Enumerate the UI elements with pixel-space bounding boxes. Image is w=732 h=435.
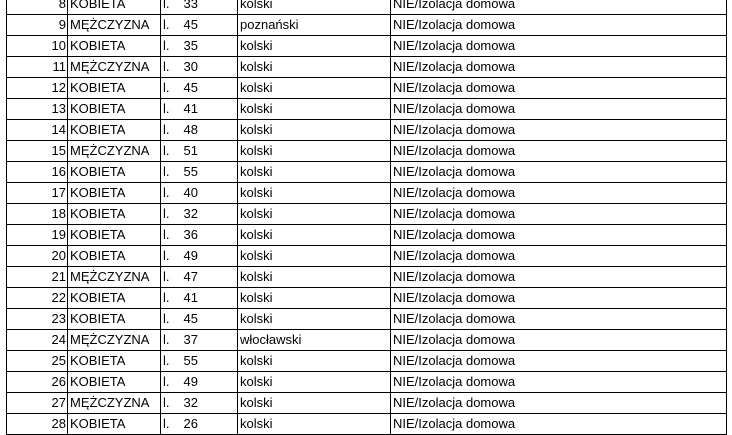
- row-number-cell[interactable]: 21: [7, 267, 68, 288]
- district-cell[interactable]: kolski: [238, 57, 391, 78]
- row-number-cell[interactable]: 18: [7, 204, 68, 225]
- age-prefix: l.: [163, 101, 170, 116]
- age-prefix: l.: [163, 17, 170, 32]
- age-value: 30: [183, 59, 198, 74]
- age-cell[interactable]: [161, 372, 238, 393]
- row-number-cell[interactable]: 11: [7, 57, 68, 78]
- row-number-cell[interactable]: 10: [7, 36, 68, 57]
- age-cell[interactable]: [161, 309, 238, 330]
- district-cell[interactable]: kolski: [238, 351, 391, 372]
- table-row: [7, 120, 727, 141]
- status-cell[interactable]: NIE/Izolacja domowa: [391, 414, 727, 435]
- sex-cell[interactable]: KOBIETA: [68, 0, 161, 15]
- age-value: 45: [183, 311, 198, 326]
- table-row: [7, 15, 727, 36]
- table-row: [7, 351, 727, 372]
- status-cell[interactable]: NIE/Izolacja domowa: [391, 204, 727, 225]
- table-row: [7, 183, 727, 204]
- age-cell[interactable]: [161, 99, 238, 120]
- cases-table: [6, 0, 727, 435]
- table-row: [7, 267, 727, 288]
- district-cell[interactable]: kolski: [238, 267, 391, 288]
- sex-cell[interactable]: MĘŻCZYZNA: [68, 267, 161, 288]
- age-cell[interactable]: [161, 0, 238, 15]
- district-cell[interactable]: kolski: [238, 141, 391, 162]
- sex-cell[interactable]: MĘŻCZYZNA: [68, 141, 161, 162]
- district-cell[interactable]: kolski: [238, 309, 391, 330]
- sex-cell[interactable]: KOBIETA: [68, 78, 161, 99]
- status-cell[interactable]: NIE/Izolacja domowa: [391, 162, 727, 183]
- table-row: [7, 393, 727, 414]
- row-number-cell[interactable]: 15: [7, 141, 68, 162]
- age-prefix: l.: [163, 290, 170, 305]
- age-value: 37: [183, 332, 198, 347]
- age-cell[interactable]: [161, 141, 238, 162]
- cases-table-body: [7, 0, 727, 435]
- age-prefix: l.: [163, 143, 170, 158]
- age-value: 45: [183, 17, 198, 32]
- age-prefix: l.: [163, 311, 170, 326]
- age-cell[interactable]: [161, 78, 238, 99]
- age-prefix: l.: [163, 206, 170, 221]
- age-prefix: l.: [163, 164, 170, 179]
- age-prefix: l.: [163, 416, 170, 431]
- age-value: 33: [183, 0, 198, 11]
- age-value: 49: [183, 374, 198, 389]
- district-cell[interactable]: kolski: [238, 78, 391, 99]
- status-cell[interactable]: NIE/Izolacja domowa: [391, 183, 727, 204]
- status-cell[interactable]: NIE/Izolacja domowa: [391, 0, 727, 15]
- age-value: 48: [183, 122, 198, 137]
- row-number-cell[interactable]: 16: [7, 162, 68, 183]
- age-prefix: l.: [163, 185, 170, 200]
- sex-cell[interactable]: KOBIETA: [68, 351, 161, 372]
- sex-cell[interactable]: KOBIETA: [68, 183, 161, 204]
- age-value: 55: [183, 164, 198, 179]
- age-value: 47: [183, 269, 198, 284]
- sex-cell[interactable]: KOBIETA: [68, 120, 161, 141]
- age-value: 35: [183, 38, 198, 53]
- age-cell[interactable]: [161, 267, 238, 288]
- table-row: [7, 204, 727, 225]
- status-cell[interactable]: NIE/Izolacja domowa: [391, 15, 727, 36]
- age-prefix: l.: [163, 374, 170, 389]
- district-cell[interactable]: kolski: [238, 162, 391, 183]
- district-cell[interactable]: kolski: [238, 204, 391, 225]
- age-value: 55: [183, 353, 198, 368]
- age-value: 41: [183, 290, 198, 305]
- age-cell[interactable]: [161, 246, 238, 267]
- age-prefix: l.: [163, 80, 170, 95]
- age-cell[interactable]: [161, 36, 238, 57]
- district-cell[interactable]: kolski: [238, 246, 391, 267]
- table-row: [7, 57, 727, 78]
- district-cell[interactable]: kolski: [238, 225, 391, 246]
- sex-cell[interactable]: MĘŻCZYZNA: [68, 15, 161, 36]
- sex-cell[interactable]: KOBIETA: [68, 288, 161, 309]
- table-row: [7, 372, 727, 393]
- district-cell[interactable]: kolski: [238, 414, 391, 435]
- row-number-cell[interactable]: 25: [7, 351, 68, 372]
- sex-cell[interactable]: KOBIETA: [68, 246, 161, 267]
- age-cell[interactable]: [161, 330, 238, 351]
- row-number-cell[interactable]: 9: [7, 15, 68, 36]
- row-number-cell[interactable]: 26: [7, 372, 68, 393]
- table-row: [7, 0, 727, 15]
- age-prefix: l.: [163, 59, 170, 74]
- age-prefix: l.: [163, 227, 170, 242]
- status-cell[interactable]: NIE/Izolacja domowa: [391, 36, 727, 57]
- table-row: [7, 288, 727, 309]
- row-number-cell[interactable]: 8: [7, 0, 68, 15]
- age-prefix: l.: [163, 395, 170, 410]
- age-cell[interactable]: [161, 393, 238, 414]
- status-cell[interactable]: NIE/Izolacja domowa: [391, 246, 727, 267]
- status-cell[interactable]: NIE/Izolacja domowa: [391, 267, 727, 288]
- table-row: [7, 330, 727, 351]
- age-value: 41: [183, 101, 198, 116]
- district-cell[interactable]: kolski: [238, 372, 391, 393]
- table-row: [7, 414, 727, 435]
- district-cell[interactable]: kolski: [238, 36, 391, 57]
- district-cell[interactable]: kolski: [238, 99, 391, 120]
- age-cell[interactable]: [161, 225, 238, 246]
- status-cell[interactable]: NIE/Izolacja domowa: [391, 330, 727, 351]
- sex-cell[interactable]: KOBIETA: [68, 204, 161, 225]
- age-prefix: l.: [163, 122, 170, 137]
- table-row: [7, 162, 727, 183]
- row-number-cell[interactable]: 14: [7, 120, 68, 141]
- table-row: [7, 78, 727, 99]
- sex-cell[interactable]: KOBIETA: [68, 225, 161, 246]
- row-number-cell[interactable]: 28: [7, 414, 68, 435]
- sex-cell[interactable]: KOBIETA: [68, 372, 161, 393]
- table-row: [7, 309, 727, 330]
- age-value: 51: [183, 143, 198, 158]
- district-cell[interactable]: kolski: [238, 183, 391, 204]
- district-cell[interactable]: kolski: [238, 393, 391, 414]
- age-cell[interactable]: [161, 351, 238, 372]
- sex-cell[interactable]: KOBIETA: [68, 162, 161, 183]
- row-number-cell[interactable]: 17: [7, 183, 68, 204]
- status-cell[interactable]: NIE/Izolacja domowa: [391, 99, 727, 120]
- age-cell[interactable]: [161, 15, 238, 36]
- age-value: 32: [183, 206, 198, 221]
- sex-cell[interactable]: KOBIETA: [68, 36, 161, 57]
- row-number-cell[interactable]: 12: [7, 78, 68, 99]
- age-cell[interactable]: [161, 204, 238, 225]
- district-cell[interactable]: kolski: [238, 0, 391, 15]
- status-cell[interactable]: NIE/Izolacja domowa: [391, 393, 727, 414]
- table-row: [7, 141, 727, 162]
- age-value: 26: [183, 416, 198, 431]
- status-cell[interactable]: NIE/Izolacja domowa: [391, 309, 727, 330]
- age-value: 40: [183, 185, 198, 200]
- status-cell[interactable]: NIE/Izolacja domowa: [391, 351, 727, 372]
- row-number-cell[interactable]: 23: [7, 309, 68, 330]
- age-prefix: l.: [163, 248, 170, 263]
- age-prefix: l.: [163, 38, 170, 53]
- table-row: [7, 225, 727, 246]
- age-value: 49: [183, 248, 198, 263]
- district-cell[interactable]: kolski: [238, 120, 391, 141]
- age-cell[interactable]: [161, 288, 238, 309]
- age-cell[interactable]: [161, 414, 238, 435]
- district-cell[interactable]: kolski: [238, 288, 391, 309]
- age-prefix: l.: [163, 353, 170, 368]
- status-cell[interactable]: NIE/Izolacja domowa: [391, 288, 727, 309]
- age-value: 45: [183, 80, 198, 95]
- age-cell[interactable]: [161, 162, 238, 183]
- sex-cell[interactable]: MĘŻCZYZNA: [68, 330, 161, 351]
- status-cell[interactable]: NIE/Izolacja domowa: [391, 78, 727, 99]
- status-cell[interactable]: NIE/Izolacja domowa: [391, 225, 727, 246]
- age-value: 32: [183, 395, 198, 410]
- status-cell[interactable]: NIE/Izolacja domowa: [391, 120, 727, 141]
- sex-cell[interactable]: KOBIETA: [68, 414, 161, 435]
- district-cell[interactable]: poznański: [238, 15, 391, 36]
- table-row: [7, 246, 727, 267]
- age-prefix: l.: [163, 332, 170, 347]
- table-row: [7, 36, 727, 57]
- row-number-cell[interactable]: 13: [7, 99, 68, 120]
- district-cell[interactable]: włocławski: [238, 330, 391, 351]
- sex-cell[interactable]: KOBIETA: [68, 309, 161, 330]
- status-cell[interactable]: NIE/Izolacja domowa: [391, 57, 727, 78]
- row-number-cell[interactable]: 20: [7, 246, 68, 267]
- sex-cell[interactable]: MĘŻCZYZNA: [68, 393, 161, 414]
- row-number-cell[interactable]: 22: [7, 288, 68, 309]
- status-cell[interactable]: NIE/Izolacja domowa: [391, 141, 727, 162]
- row-number-cell[interactable]: 27: [7, 393, 68, 414]
- table-row: [7, 99, 727, 120]
- row-number-cell[interactable]: 24: [7, 330, 68, 351]
- spreadsheet-table-area: [6, 0, 727, 435]
- sex-cell[interactable]: KOBIETA: [68, 99, 161, 120]
- status-cell[interactable]: NIE/Izolacja domowa: [391, 372, 727, 393]
- age-prefix: l.: [163, 269, 170, 284]
- age-cell[interactable]: [161, 183, 238, 204]
- sex-cell[interactable]: MĘŻCZYZNA: [68, 57, 161, 78]
- age-cell[interactable]: [161, 57, 238, 78]
- age-value: 36: [183, 227, 198, 242]
- row-number-cell[interactable]: 19: [7, 225, 68, 246]
- age-cell[interactable]: [161, 120, 238, 141]
- age-prefix: l.: [163, 0, 170, 11]
